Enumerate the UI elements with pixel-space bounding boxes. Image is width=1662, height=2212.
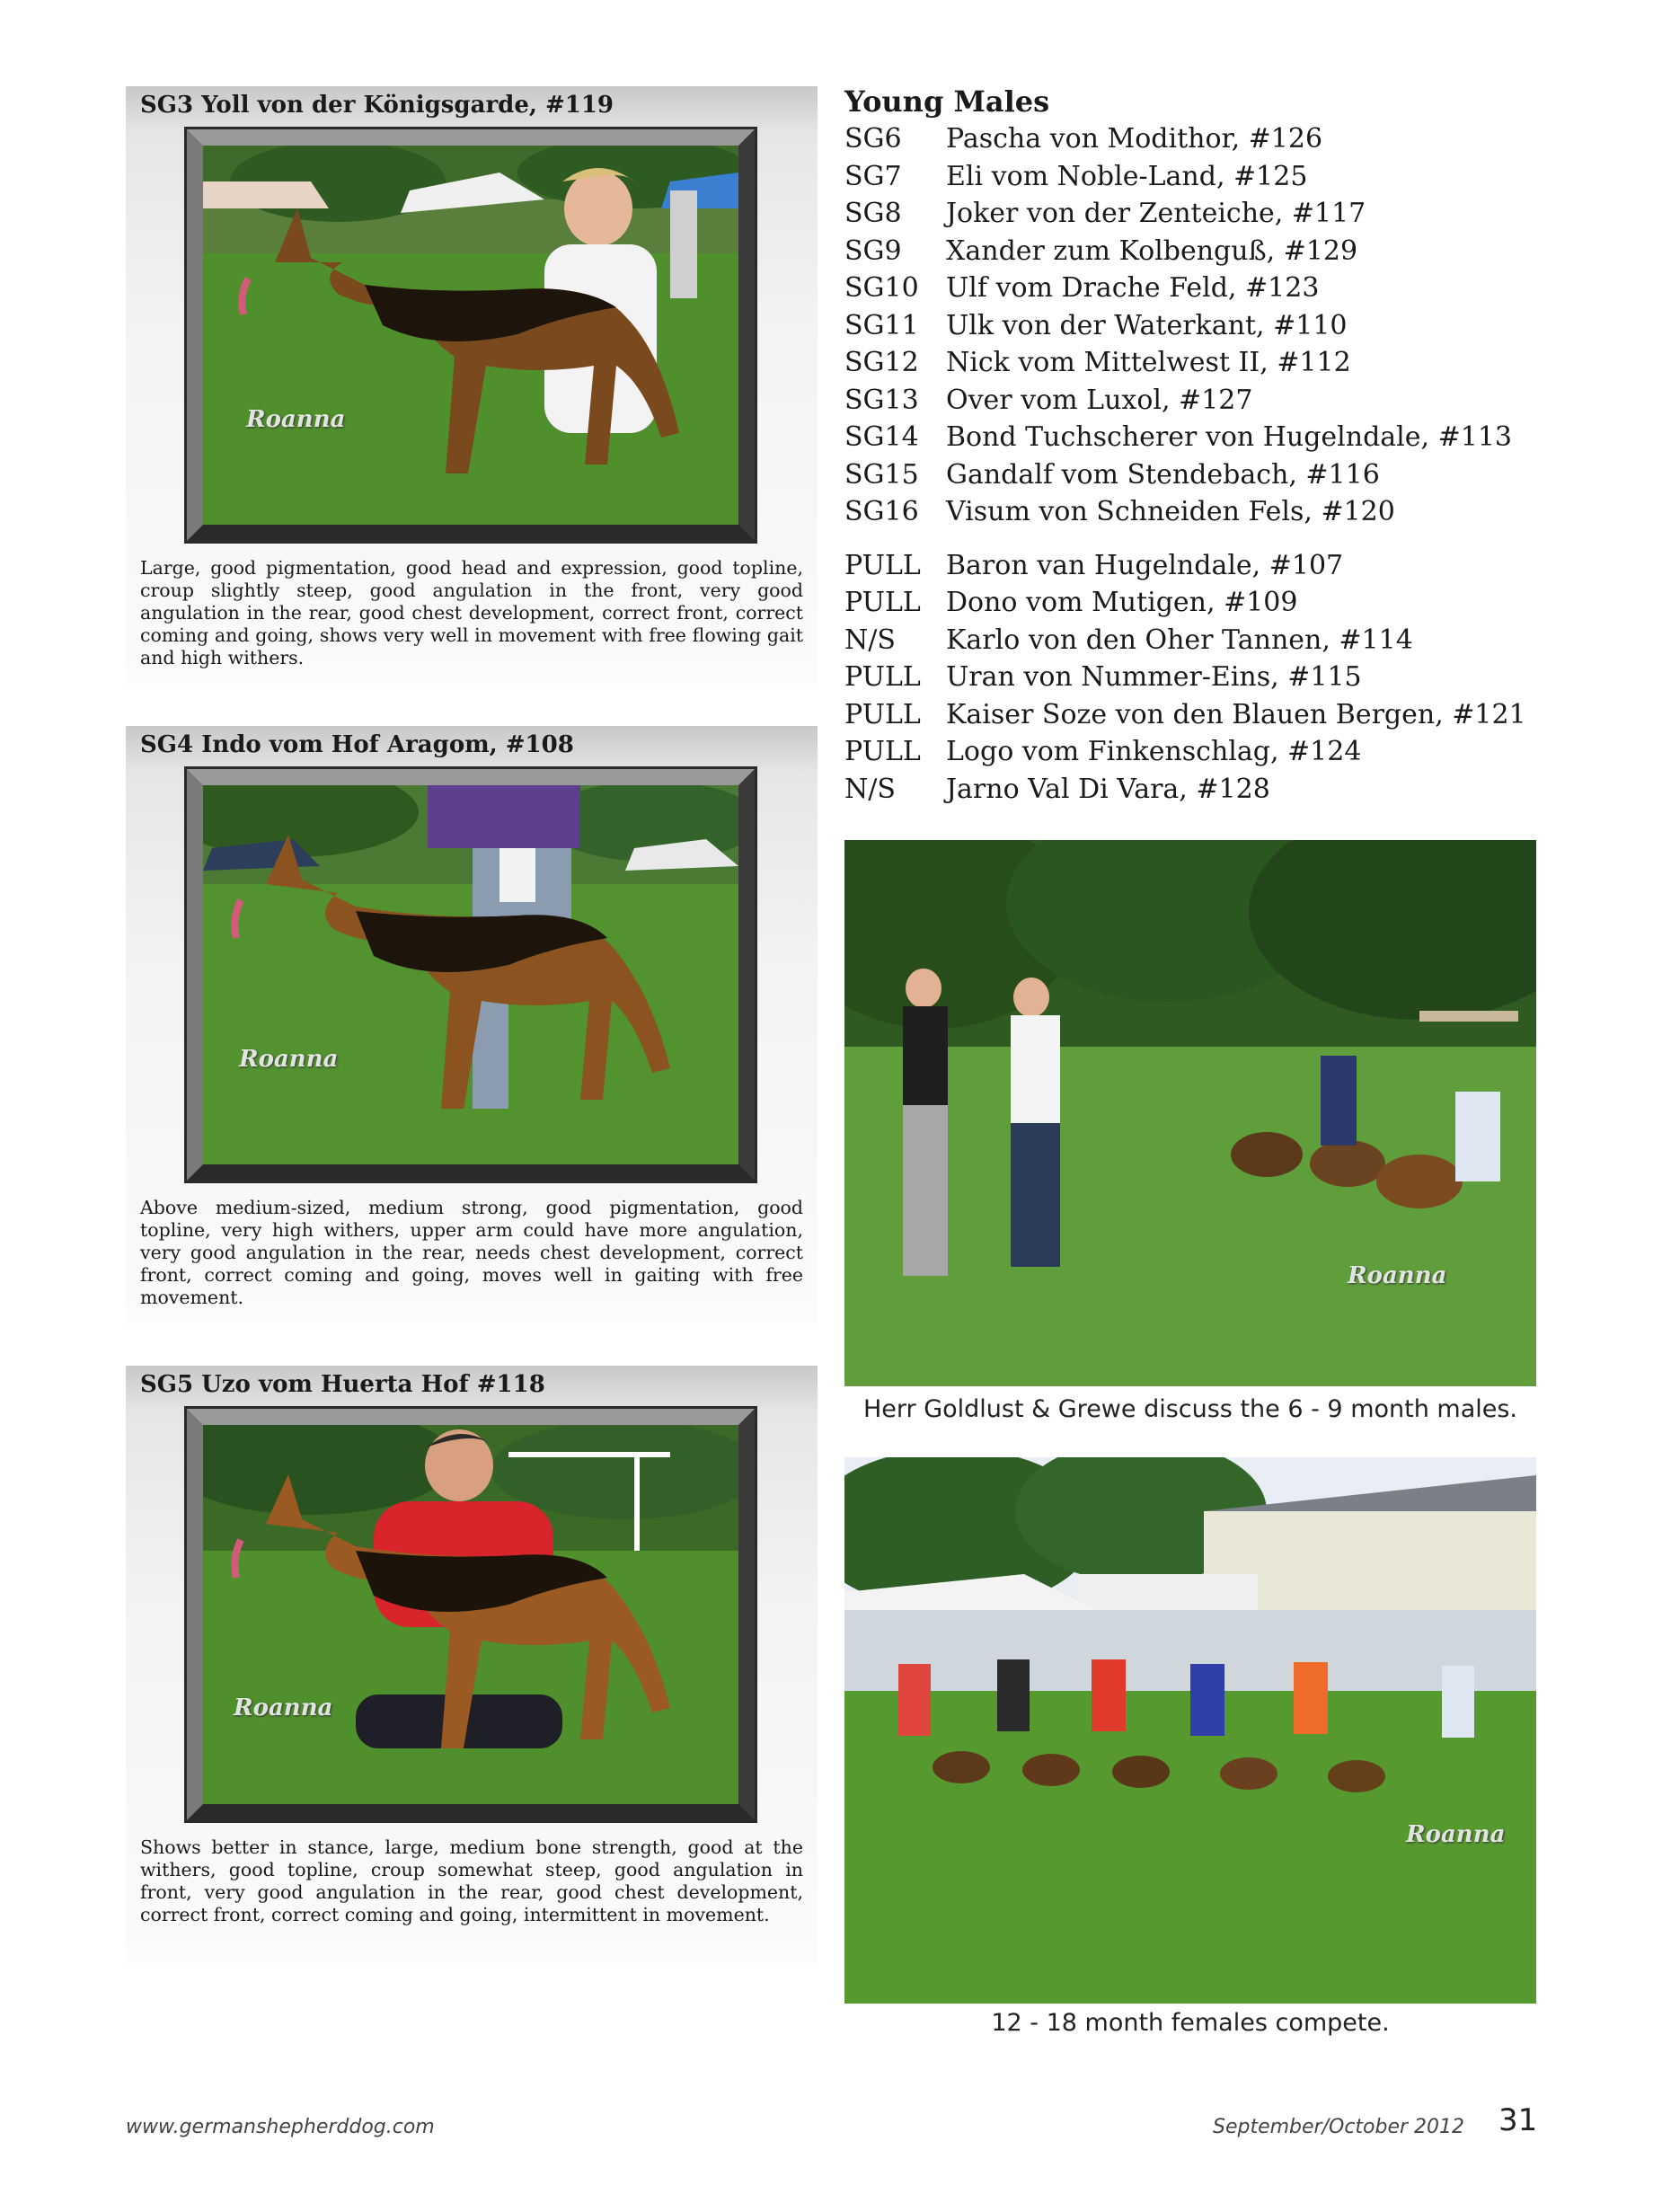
result-row bbox=[844, 456, 1563, 494]
result-dog-name: Logo vom Finkenschlag, #124 bbox=[946, 736, 1362, 767]
result-dog-name: Jarno Val Di Vara, #128 bbox=[946, 773, 1270, 805]
photo-watermark: Roanna bbox=[234, 1694, 333, 1721]
dog-photo bbox=[203, 785, 738, 1164]
dog-card-sg4 bbox=[126, 726, 818, 1323]
event-photo-judges bbox=[844, 840, 1536, 1386]
result-placement: SG13 bbox=[844, 384, 919, 416]
result-placement: PULL bbox=[844, 698, 921, 730]
photo-watermark: Roanna bbox=[246, 406, 346, 433]
result-dog-name: Ulk von der Waterkant, #110 bbox=[946, 309, 1348, 341]
results-group-pulled bbox=[844, 547, 1563, 809]
result-dog-name: Visum von Schneiden Fels, #120 bbox=[946, 496, 1395, 527]
result-placement: SG7 bbox=[844, 160, 902, 192]
result-row bbox=[844, 419, 1563, 456]
card-description: Above medium-sized, medium strong, good pigmentation, good topline, very high withers, upper arm could have more angulation, very good angulation in the rear, needs chest development, correct front, correct coming and going, moves well in gaiting with free movement. bbox=[140, 1197, 803, 1308]
result-dog-name: Gandalf vom Stendebach, #116 bbox=[946, 458, 1380, 491]
dog-photo-image bbox=[203, 1425, 738, 1804]
result-placement: PULL bbox=[844, 736, 921, 767]
result-row bbox=[844, 270, 1563, 307]
card-title: SG4 Indo vom Hof Aragom, #108 bbox=[140, 731, 574, 758]
card-description: Shows better in stance, large, medium bone strength, good at the withers, good topline, croup somewhat steep, good angulation in front, very good angulation in the rear, good chest development, correct front, correct coming and going, intermittent in movement. bbox=[140, 1836, 803, 1925]
result-dog-name: Karlo von den Oher Tannen, #114 bbox=[946, 624, 1413, 656]
result-placement: SG8 bbox=[844, 198, 902, 229]
card-title: SG3 Yoll von der Königsgarde, #119 bbox=[140, 92, 614, 119]
result-placement: SG9 bbox=[844, 234, 902, 267]
photo-watermark: Roanna bbox=[1348, 1262, 1447, 1289]
result-row bbox=[844, 622, 1563, 659]
dog-photo-image bbox=[203, 785, 738, 1164]
result-row bbox=[844, 493, 1563, 531]
dog-photo bbox=[203, 146, 738, 525]
results-title: Young Males bbox=[844, 84, 1050, 119]
result-row bbox=[844, 307, 1563, 345]
result-dog-name: Ulf vom Drache Feld, #123 bbox=[946, 272, 1320, 304]
result-placement: SG16 bbox=[844, 496, 919, 527]
result-row bbox=[844, 382, 1563, 420]
result-placement: SG11 bbox=[844, 309, 919, 341]
result-dog-name: Baron van Hugelndale, #107 bbox=[946, 549, 1344, 581]
result-dog-name: Dono vom Mutigen, #109 bbox=[946, 587, 1298, 618]
result-dog-name: Xander zum Kolbenguß, #129 bbox=[946, 234, 1358, 267]
photo-frame bbox=[187, 1409, 755, 1820]
result-row bbox=[844, 344, 1563, 382]
result-placement: N/S bbox=[844, 773, 896, 805]
result-placement: SG14 bbox=[844, 421, 919, 453]
result-dog-name: Joker von der Zenteiche, #117 bbox=[946, 198, 1366, 229]
result-dog-name: Bond Tuchscherer von Hugelndale, #113 bbox=[946, 421, 1512, 453]
result-row bbox=[844, 696, 1563, 734]
result-row bbox=[844, 195, 1563, 233]
dog-card-sg3 bbox=[126, 86, 818, 684]
photo-watermark: Roanna bbox=[1406, 1821, 1506, 1848]
event-photo-females-image bbox=[844, 1457, 1536, 2004]
result-dog-name: Over vom Luxol, #127 bbox=[946, 384, 1253, 416]
result-placement: PULL bbox=[844, 661, 921, 693]
card-title: SG5 Uzo vom Huerta Hof #118 bbox=[140, 1371, 545, 1398]
dog-photo-image bbox=[203, 146, 738, 525]
result-dog-name: Eli vom Noble-Land, #125 bbox=[946, 160, 1308, 192]
event-photo-females bbox=[844, 1457, 1536, 2004]
result-row bbox=[844, 158, 1563, 196]
footer-issue: September/October 2012 bbox=[1213, 2116, 1465, 2138]
results-group-rated bbox=[844, 120, 1563, 531]
result-placement: PULL bbox=[844, 549, 921, 581]
result-placement: SG12 bbox=[844, 347, 919, 378]
result-dog-name: Nick vom Mittelwest II, #112 bbox=[946, 347, 1351, 378]
card-description: Large, good pigmentation, good head and expression, good topline, croup slightly steep, good angulation in the front, very good angulation in the rear, good chest development, correct front, correct coming and going, shows very well in movement with free flowing gait and high withers. bbox=[140, 557, 803, 668]
result-row bbox=[844, 233, 1563, 270]
photo-caption: 12 - 18 month females compete. bbox=[991, 2009, 1390, 2037]
dog-photo bbox=[203, 1425, 738, 1804]
event-photo-judges-image bbox=[844, 840, 1536, 1386]
result-placement: SG10 bbox=[844, 272, 919, 304]
result-row bbox=[844, 547, 1563, 585]
result-row bbox=[844, 584, 1563, 622]
result-row bbox=[844, 120, 1563, 158]
result-row bbox=[844, 659, 1563, 696]
footer-page-number: 31 bbox=[1498, 2102, 1538, 2138]
result-row bbox=[844, 771, 1563, 809]
footer-website: www.germanshepherddog.com bbox=[126, 2116, 435, 2138]
result-dog-name: Uran von Nummer-Eins, #115 bbox=[946, 661, 1362, 693]
photo-frame bbox=[187, 129, 755, 541]
result-row bbox=[844, 733, 1563, 771]
photo-watermark: Roanna bbox=[239, 1046, 339, 1073]
photo-frame bbox=[187, 769, 755, 1181]
dog-card-sg5 bbox=[126, 1366, 818, 1963]
result-placement: N/S bbox=[844, 624, 896, 656]
result-dog-name: Pascha von Modithor, #126 bbox=[946, 123, 1323, 155]
result-dog-name: Kaiser Soze von den Blauen Bergen, #121 bbox=[946, 698, 1526, 730]
result-placement: SG15 bbox=[844, 458, 919, 491]
result-placement: SG6 bbox=[844, 123, 902, 155]
photo-caption: Herr Goldlust & Grewe discuss the 6 - 9 month males. bbox=[862, 1395, 1518, 1423]
result-placement: PULL bbox=[844, 587, 921, 618]
young-males-results bbox=[844, 83, 1563, 808]
